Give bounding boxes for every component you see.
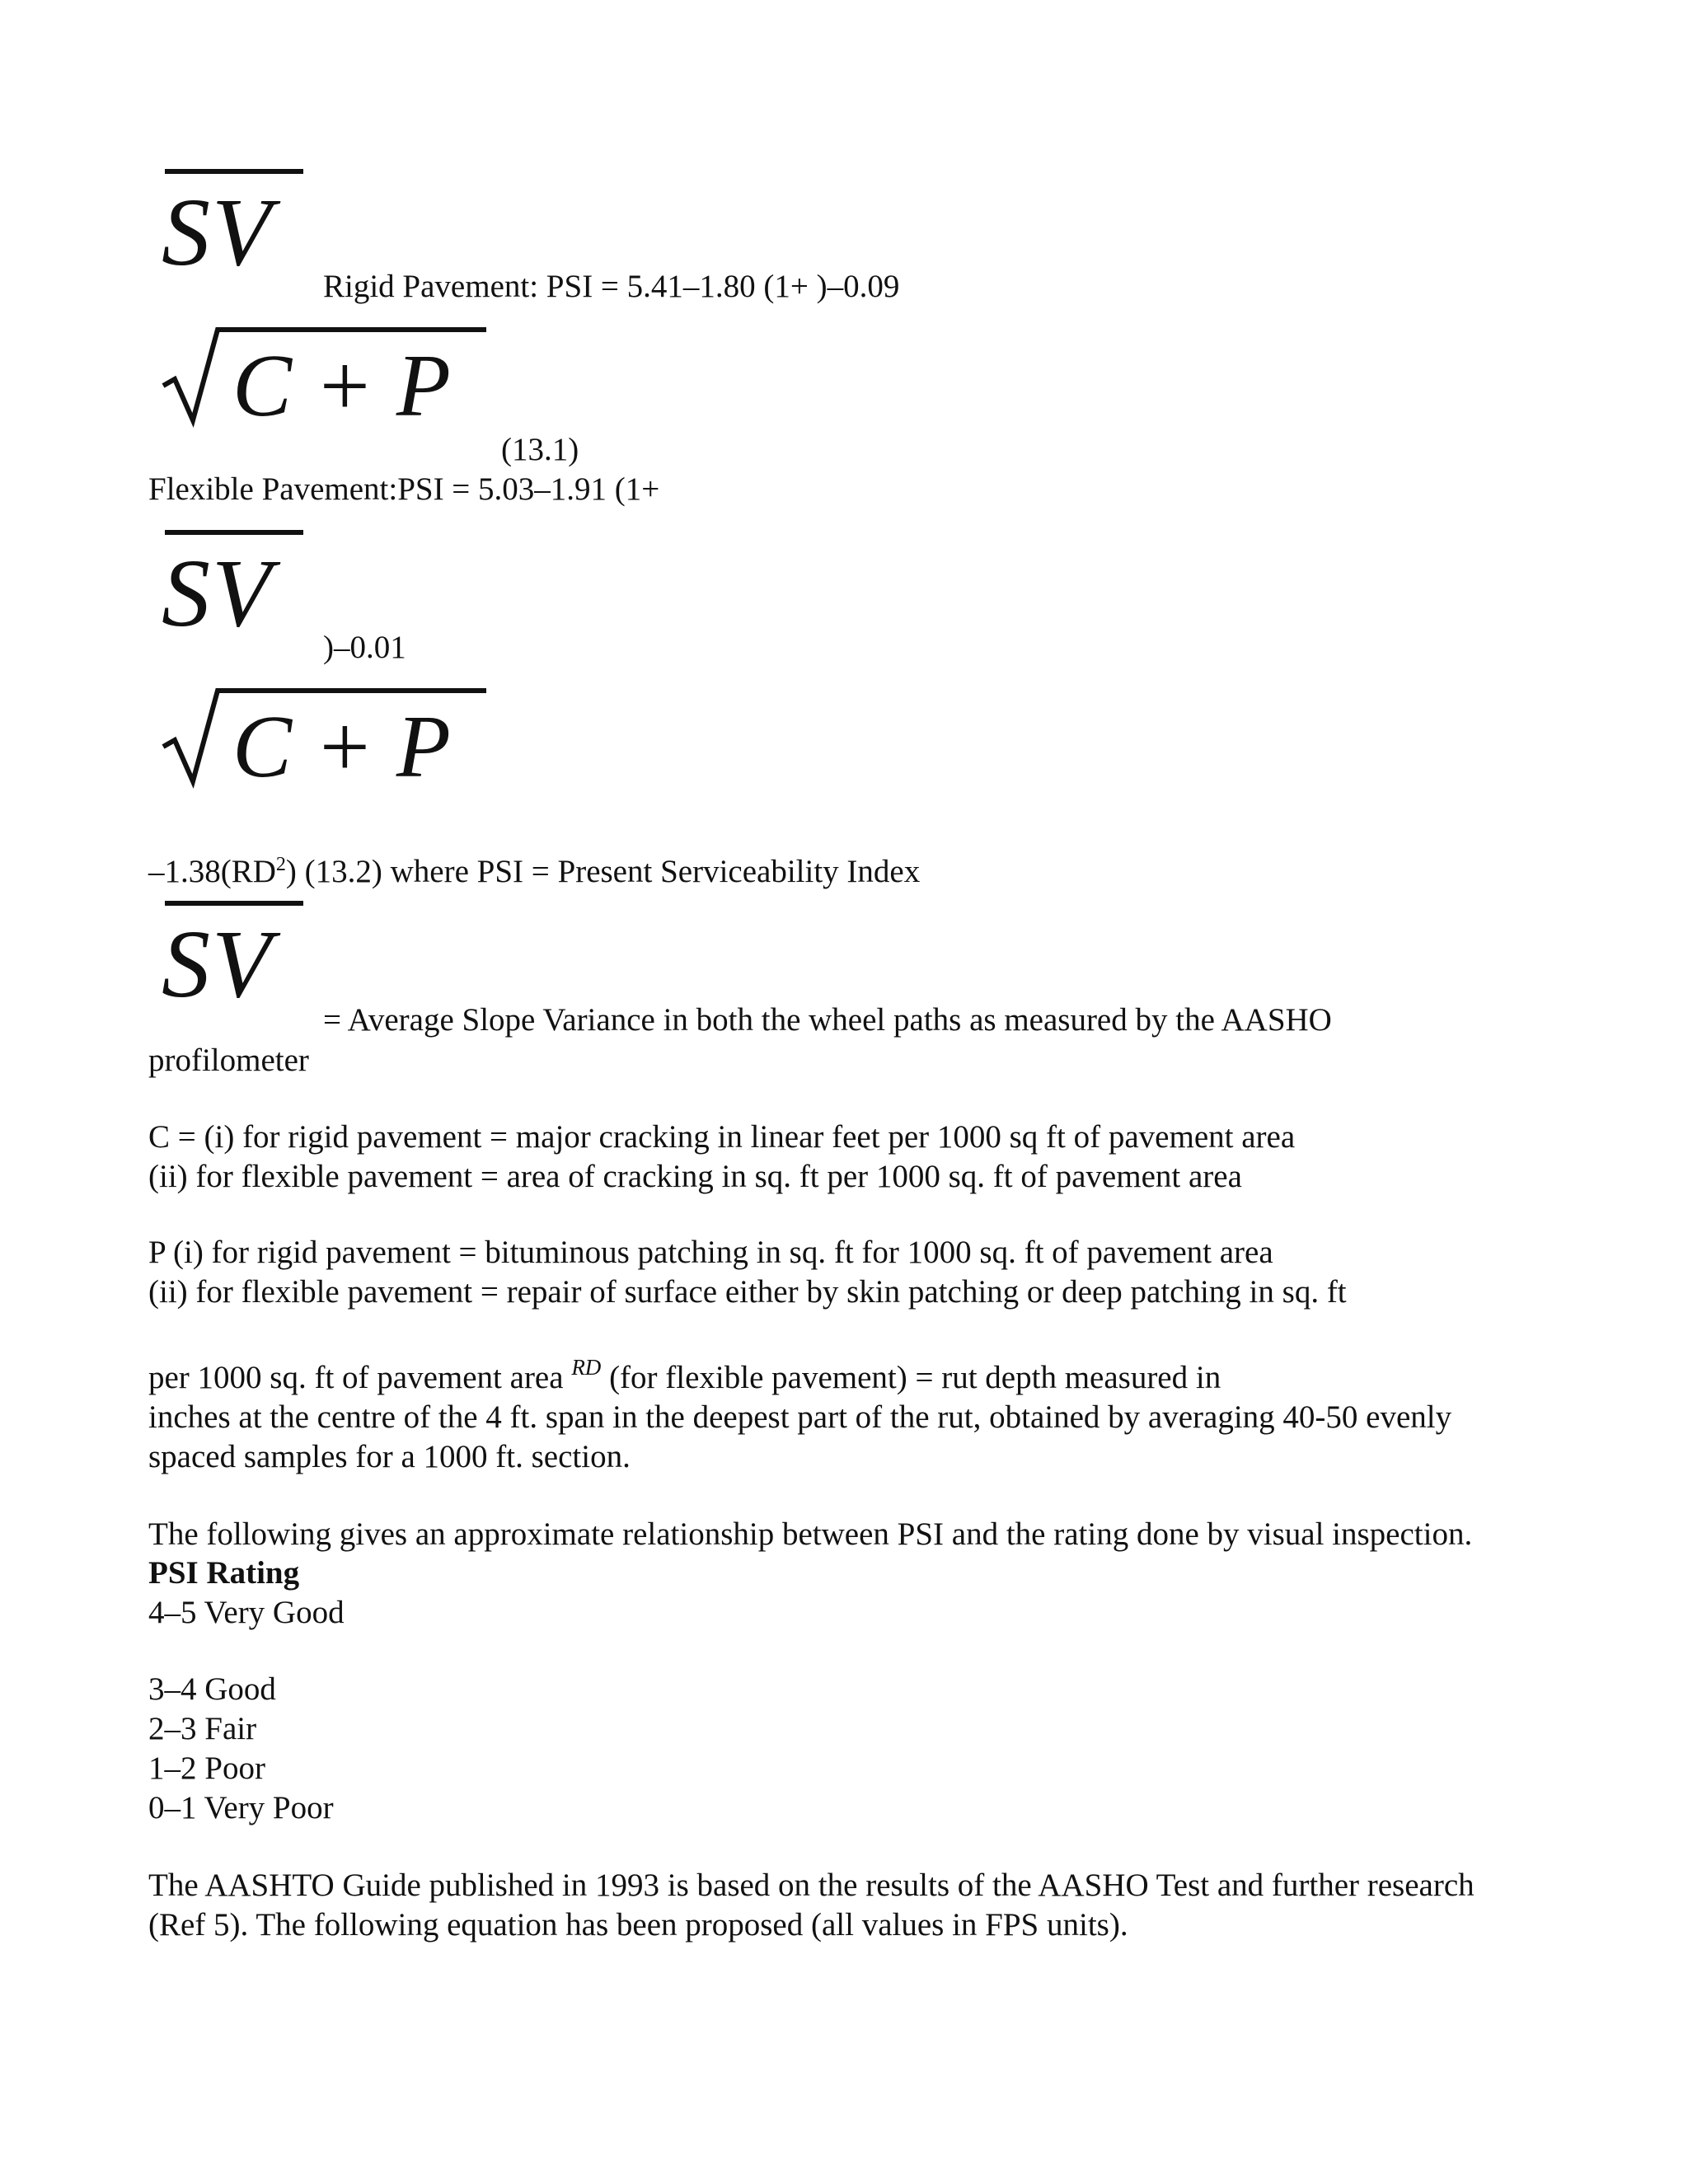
- c-definition-rigid: C = (i) for rigid pavement = major cracking in linear feet per 1000 sq ft of pavement area: [148, 1119, 1296, 1155]
- equation-number-13-1: (13.1): [501, 432, 579, 467]
- sv-equation-1: SV: [162, 178, 274, 286]
- rating-very-good: 4–5 Very Good: [148, 1595, 345, 1630]
- sv-overbar-1: [165, 169, 303, 174]
- cp-equation-2: C + P: [232, 698, 451, 796]
- rd-symbol: RD: [571, 1355, 602, 1380]
- aashto-guide-paragraph-line-1: The AASHTO Guide published in 1993 is based on the results of the AASHO Test and further research: [148, 1868, 1475, 1903]
- flexible-pavement-formula: Flexible Pavement:PSI = 5.03–1.91 (1+: [148, 471, 660, 507]
- rating-good: 3–4 Good: [148, 1671, 276, 1707]
- rating-fair: 2–3 Fair: [148, 1711, 257, 1746]
- rating-very-poor: 0–1 Very Poor: [148, 1790, 334, 1825]
- rut-depth-description: inches at the centre of the 4 ft. span in the deepest part of the rut, obtained by averaging 40-50 evenly: [148, 1399, 1452, 1435]
- sv-overbar-3: [165, 901, 303, 906]
- psi-rating-intro: The following gives an approximate relationship between PSI and the rating done by visual inspection.: [148, 1516, 1473, 1552]
- sv-overbar-2: [165, 530, 303, 535]
- rut-depth-term-line: $-1.38(RD^2)$ (13.2) where PSI = Present Serviceability Index: [148, 854, 921, 889]
- sv-definition: = Average Slope Variance in both the wheel paths as measured by the AASHO: [323, 1002, 1332, 1038]
- rd-definition-line: per 1000 sq. ft of pavement area $^{RD}$ (for flexible pavement) = rut depth measured in: [148, 1355, 1221, 1395]
- rigid-pavement-formula: Rigid Pavement: PSI = 5.41–1.80 (1+ )–0.09: [323, 269, 900, 304]
- sv-equation-3: SV: [162, 910, 274, 1018]
- flexible-formula-tail: )–0.01: [323, 630, 406, 665]
- p-definition-flexible: (ii) for flexible pavement = repair of surface either by skin patching or deep patching in sq. ft: [148, 1274, 1347, 1310]
- c-definition-flexible: (ii) for flexible pavement = area of cracking in sq. ft per 1000 sq. ft of pavement area: [148, 1159, 1242, 1194]
- rating-poor: 1–2 Poor: [148, 1750, 265, 1786]
- profilometer-text: profilometer: [148, 1043, 309, 1078]
- rut-depth-sampling: spaced samples for a 1000 ft. section.: [148, 1439, 631, 1474]
- aashto-guide-paragraph-line-2: (Ref 5). The following equation has been proposed (all values in FPS units).: [148, 1907, 1128, 1943]
- p-definition-rigid: P (i) for rigid pavement = bituminous patching in sq. ft for 1000 sq. ft of pavement area: [148, 1235, 1273, 1270]
- sv-equation-2: SV: [162, 539, 274, 647]
- cp-equation-1: C + P: [232, 337, 451, 435]
- psi-rating-header: PSI Rating: [148, 1555, 300, 1591]
